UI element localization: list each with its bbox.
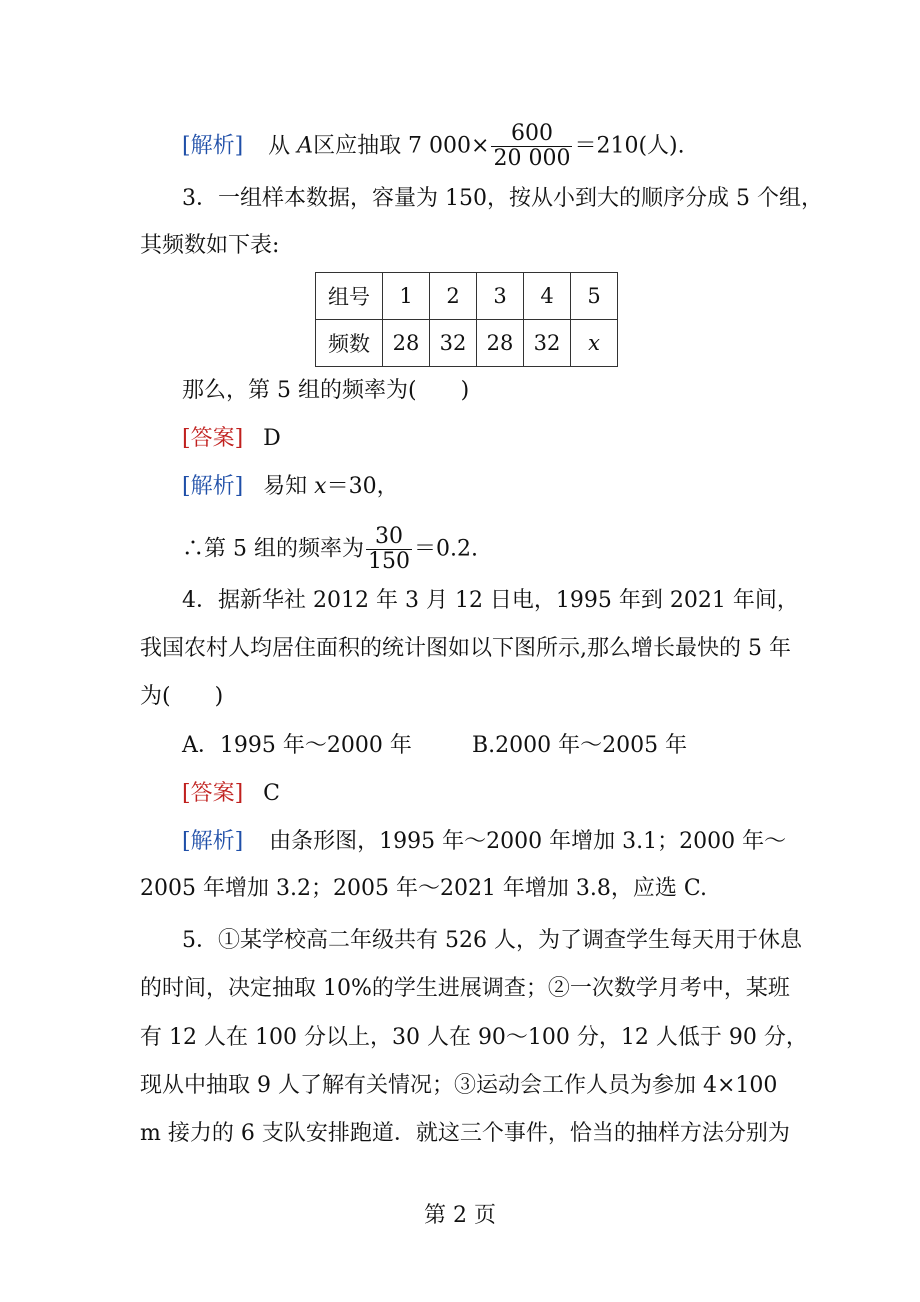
solution-result: ＝210(人). xyxy=(574,133,685,159)
q4-stem-line1: 4．据新华社 2012 年 3 月 12 日电，1995 年到 2021 年间， xyxy=(182,588,799,613)
q4-option-a: A．1995 年～2000 年 xyxy=(182,733,412,758)
q4-solution-line1 xyxy=(182,827,786,857)
q3-answer-line xyxy=(182,424,281,454)
solution-text: 易知 xyxy=(263,474,315,499)
table-cell: 4 xyxy=(524,273,571,320)
solution-tag: [解析] xyxy=(182,133,244,159)
answer-value: D xyxy=(263,426,281,451)
q5-line4: 现从中抽取 9 人了解有关情况；③运动会工作人员为参加 4×100 xyxy=(140,1073,778,1098)
table-cell: 2 xyxy=(430,273,477,320)
table-cell: 5 xyxy=(571,273,618,320)
variable-x: x xyxy=(314,474,327,499)
table-cell: 1 xyxy=(383,273,430,320)
q3-stem-line1: 3．一组样本数据，容量为 150，按从小到大的顺序分成 5 个组， xyxy=(182,186,823,211)
table-cell: 组号 xyxy=(316,273,383,320)
solution-text: 从 xyxy=(268,133,298,159)
table-row xyxy=(316,273,618,320)
q4-option-b: B.2000 年～2005 年 xyxy=(472,733,688,758)
solution-tag: [解析] xyxy=(182,474,244,499)
q3-question: 那么，第 5 组的频率为( ) xyxy=(182,378,470,403)
q5-line2: 的时间，决定抽取 10%的学生进展调查；②一次数学月考中，某班 xyxy=(140,976,790,1001)
q4-stem-line2: 我国农村人均居住面积的统计图如以下图所示,那么增长最快的 5 年 xyxy=(140,636,791,661)
answer-tag: [答案] xyxy=(182,781,244,806)
variable-a: A xyxy=(297,133,314,159)
fraction-numerator: 600 xyxy=(491,122,572,147)
q3-stem-line2: 其频数如下表: xyxy=(140,233,280,258)
table-cell: x xyxy=(571,320,618,367)
table-cell: 32 xyxy=(524,320,571,367)
fraction xyxy=(366,525,412,574)
solution-text: 由条形图，1995 年～2000 年增加 3.1；2000 年～ xyxy=(269,829,787,854)
q3-solution-line xyxy=(182,472,399,502)
q4-stem-line3: 为( ) xyxy=(140,684,224,709)
solution-result: ＝30， xyxy=(326,474,399,499)
q5-line3: 有 12 人在 100 分以上，30 人在 90～100 分，12 人低于 90 分， xyxy=(140,1025,808,1050)
table-row xyxy=(316,320,618,367)
frequency-table xyxy=(315,272,618,367)
therefore-text: ∴第 5 组的频率为 xyxy=(182,536,364,562)
table-cell: 频数 xyxy=(316,320,383,367)
q5-line1: 5．①某学校高二年级共有 526 人，为了调查学生每天用于休息 xyxy=(182,928,802,953)
table-cell: 28 xyxy=(477,320,524,367)
q4-answer-line xyxy=(182,779,280,809)
q4-solution-line2: 2005 年增加 3.2；2005 年～2021 年增加 3.8，应选 C. xyxy=(140,876,707,901)
answer-value: C xyxy=(263,781,281,806)
fraction-denominator: 20 000 xyxy=(493,146,571,171)
page-number: 第 2 页 xyxy=(424,1203,496,1228)
solution-tag: [解析] xyxy=(182,829,244,854)
table-cell: 32 xyxy=(430,320,477,367)
table-cell: 28 xyxy=(383,320,430,367)
answer-tag: [答案] xyxy=(182,426,244,451)
therefore-result: ＝0.2. xyxy=(413,536,478,562)
q2-solution-line xyxy=(182,122,685,171)
fraction-denominator: 150 xyxy=(367,549,410,574)
q5-line5: m 接力的 6 支队安排跑道．就这三个事件，恰当的抽样方法分别为 xyxy=(140,1121,790,1146)
solution-text-mid: 区应抽取 7 000× xyxy=(313,133,490,159)
table-cell: 3 xyxy=(477,273,524,320)
fraction xyxy=(491,122,572,171)
fraction-numerator: 30 xyxy=(366,525,412,550)
q3-therefore-line xyxy=(182,525,478,574)
